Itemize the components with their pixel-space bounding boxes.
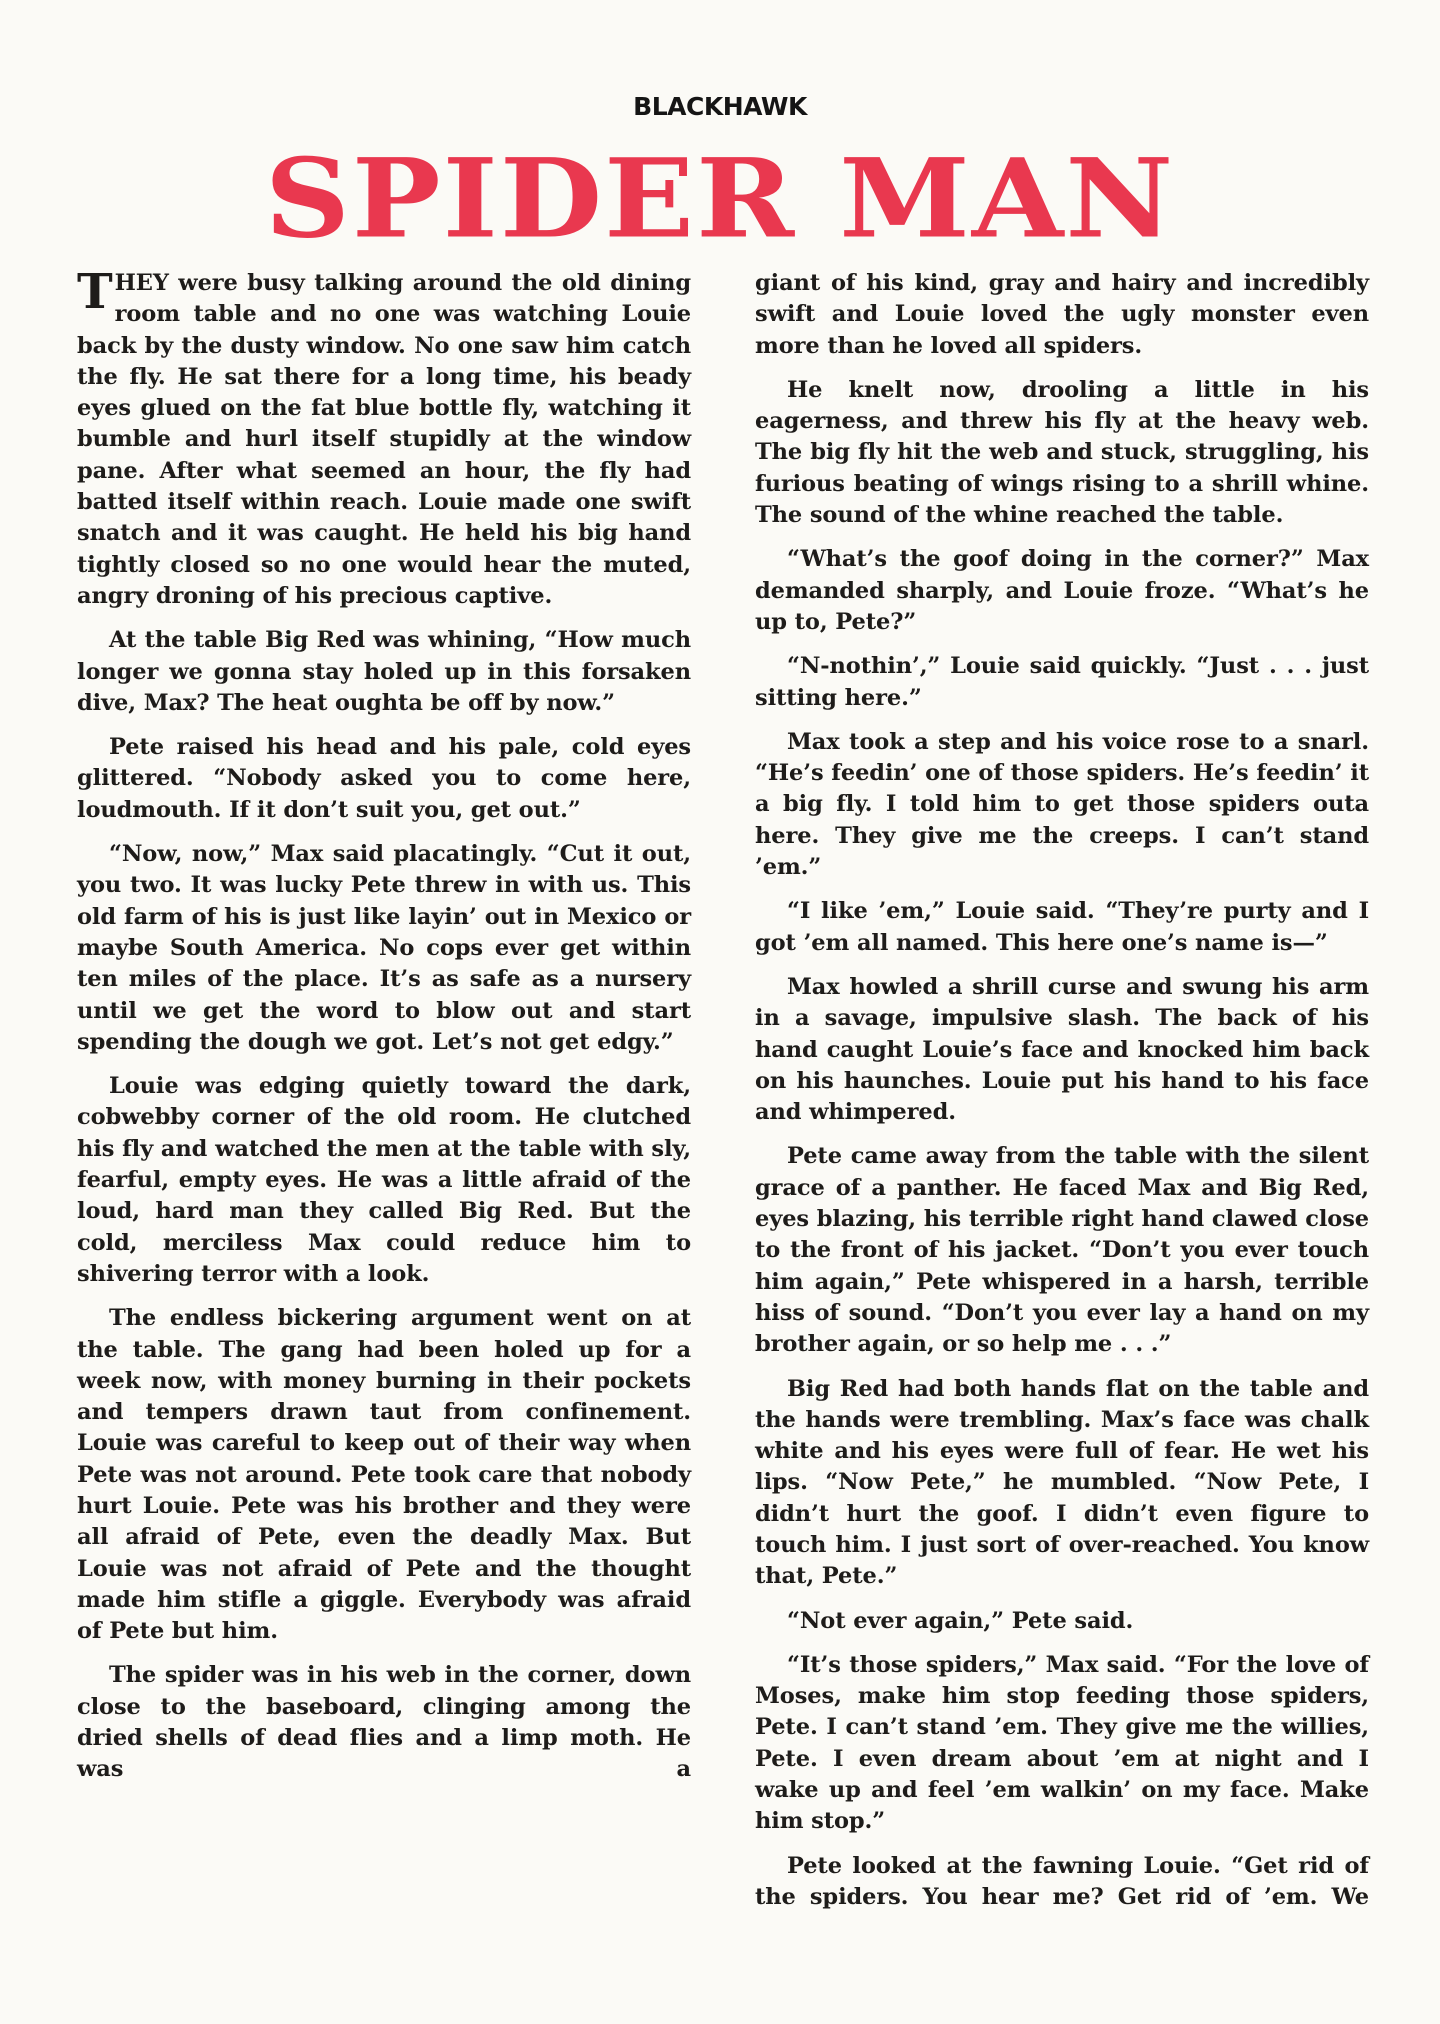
story-paragraph: Big Red had both hands flat on the table and the hands were trembling. Max’s face was chalk white and his eyes were full of fear. He wet his lips. “Now Pete,” he mumbled. “Now Pete, I didn’t hurt the goof. I didn’t even figure to touch him. I just sort of over-reached. You know that, Pete.”	[755, 1375, 1369, 1590]
right-column	[755, 268, 1369, 1926]
story-paragraph: Louie was edging quietly toward the dark, cobwebby corner of the old room. He clutched his fly and watched the men at the table with sly, fearful, empty eyes. He was a little afraid of the loud, hard man they called Big Red. But the cold, merciless Max could reduce him to shivering terror with a look.	[77, 1073, 691, 1287]
story-paragraph: giant of his kind, gray and hairy and incredibly swift and Louie loved the ugly monster even more than he loved all spiders.	[755, 270, 1369, 359]
story-paragraph: The endless bickering argument went on at the table. The gang had been holed up for a week now, with money burning in their pockets and tempers drawn taut from confinement. Louie was careful to keep out of their way when Pete was not around. Pete took care that nobody hurt Louie. Pete was his brother and they were all afraid of Pete, even the deadly Max. But Louie was not afraid of Pete and the thought made him stifle a giggle. Everybody was afraid of Pete but him.	[77, 1305, 691, 1645]
story-paragraph	[77, 264, 691, 612]
story-paragraph: “N-nothin’,” Louie said quickly. “Just . . . just sitting here.”	[755, 653, 1369, 711]
paragraph-text: HEY were busy talking around the old dining room table and no one was watching Louie back by the dusty window. No one saw him catch the fly. He sat there for a long time, his beady eyes glued on the fat blue bottle fly, watching it bumble and hurl itself stupidly at the window pane. After what seemed an hour, the fly had batted itself within reach. Louie made one swift snatch and it was caught. He held his big hand tightly closed so no one would hear the muted, angry droning of his precious captive.	[77, 270, 691, 609]
story-paragraph: “It’s those spiders,” Max said. “For the love of Moses, make him stop feeding those spiders, Pete. I can’t stand ’em. They give me the willies, Pete. I even dream about ’em at night and I wake up and feel ’em walkin’ on my face. Make him stop.”	[755, 1651, 1369, 1835]
story-paragraph: Max took a step and his voice rose to a snarl. “He’s feedin’ one of those spiders. He’s feedin’ it a big fly. I told him to get those spiders outa here. They give me the creeps. I can’t stand ’em.”	[755, 728, 1369, 881]
story-paragraph: “I like ’em,” Louie said. “They’re purty and I got ’em all named. This here one’s name is—”	[755, 898, 1369, 956]
series-header: BLACKHAWK	[633, 92, 807, 121]
drop-cap: T	[77, 264, 113, 320]
story-paragraph: “What’s the goof doing in the corner?” Max demanded sharply, and Louie froze. “What’s he up to, Pete?”	[755, 546, 1369, 635]
story-paragraph: Pete looked at the fawning Louie. “Get rid of the spiders. You hear me? Get rid of ’em. We	[755, 1852, 1369, 1910]
story-paragraph: At the table Big Red was whining, “How much longer we gonna stay holed up in this forsaken dive, Max? The heat oughta be off by now.”	[77, 627, 691, 716]
story-title: SPIDER MAN	[264, 134, 1176, 263]
story-paragraph: “Now, now,” Max said placatingly. “Cut it out, you two. It was lucky Pete threw in with us. This old farm of his is just like layin’ out in Mexico or maybe South America. No cops ever get within ten miles of the place. It’s as safe as a nursery until we get the word to blow out and start spending the dough we got. Let’s not get edgy.”	[77, 841, 691, 1055]
story-paragraph: Pete came away from the table with the silent grace of a panther. He faced Max and Big Red, eyes blazing, his terrible right hand clawed close to the front of his jacket. “Don’t you ever touch him again,” Pete whispered in a harsh, terrible hiss of sound. “Don’t you ever lay a hand on my brother again, or so help me . . .”	[755, 1143, 1369, 1358]
left-column	[77, 264, 691, 1799]
story-paragraph: The spider was in his web in the corner, down close to the baseboard, clinging among the dried shells of dead flies and a limp moth. He was a	[77, 1662, 691, 1783]
story-paragraph: Max howled a shrill curse and swung his arm in a savage, impulsive slash. The back of his hand caught Louie’s face and knocked him back on his haunches. Louie put his hand to his face and whimpered.	[755, 973, 1369, 1126]
story-paragraph: He knelt now, drooling a little in his eagerness, and threw his fly at the heavy web. The big fly hit the web and stuck, struggling, his furious beating of wings rising to a shrill whine. The sound of the whine reached the table.	[755, 376, 1369, 529]
story-paragraph: Pete raised his head and his pale, cold eyes glittered. “Nobody asked you to come here, loudmouth. If it don’t suit you, get out.”	[77, 734, 691, 823]
story-paragraph: “Not ever again,” Pete said.	[787, 1607, 1134, 1634]
